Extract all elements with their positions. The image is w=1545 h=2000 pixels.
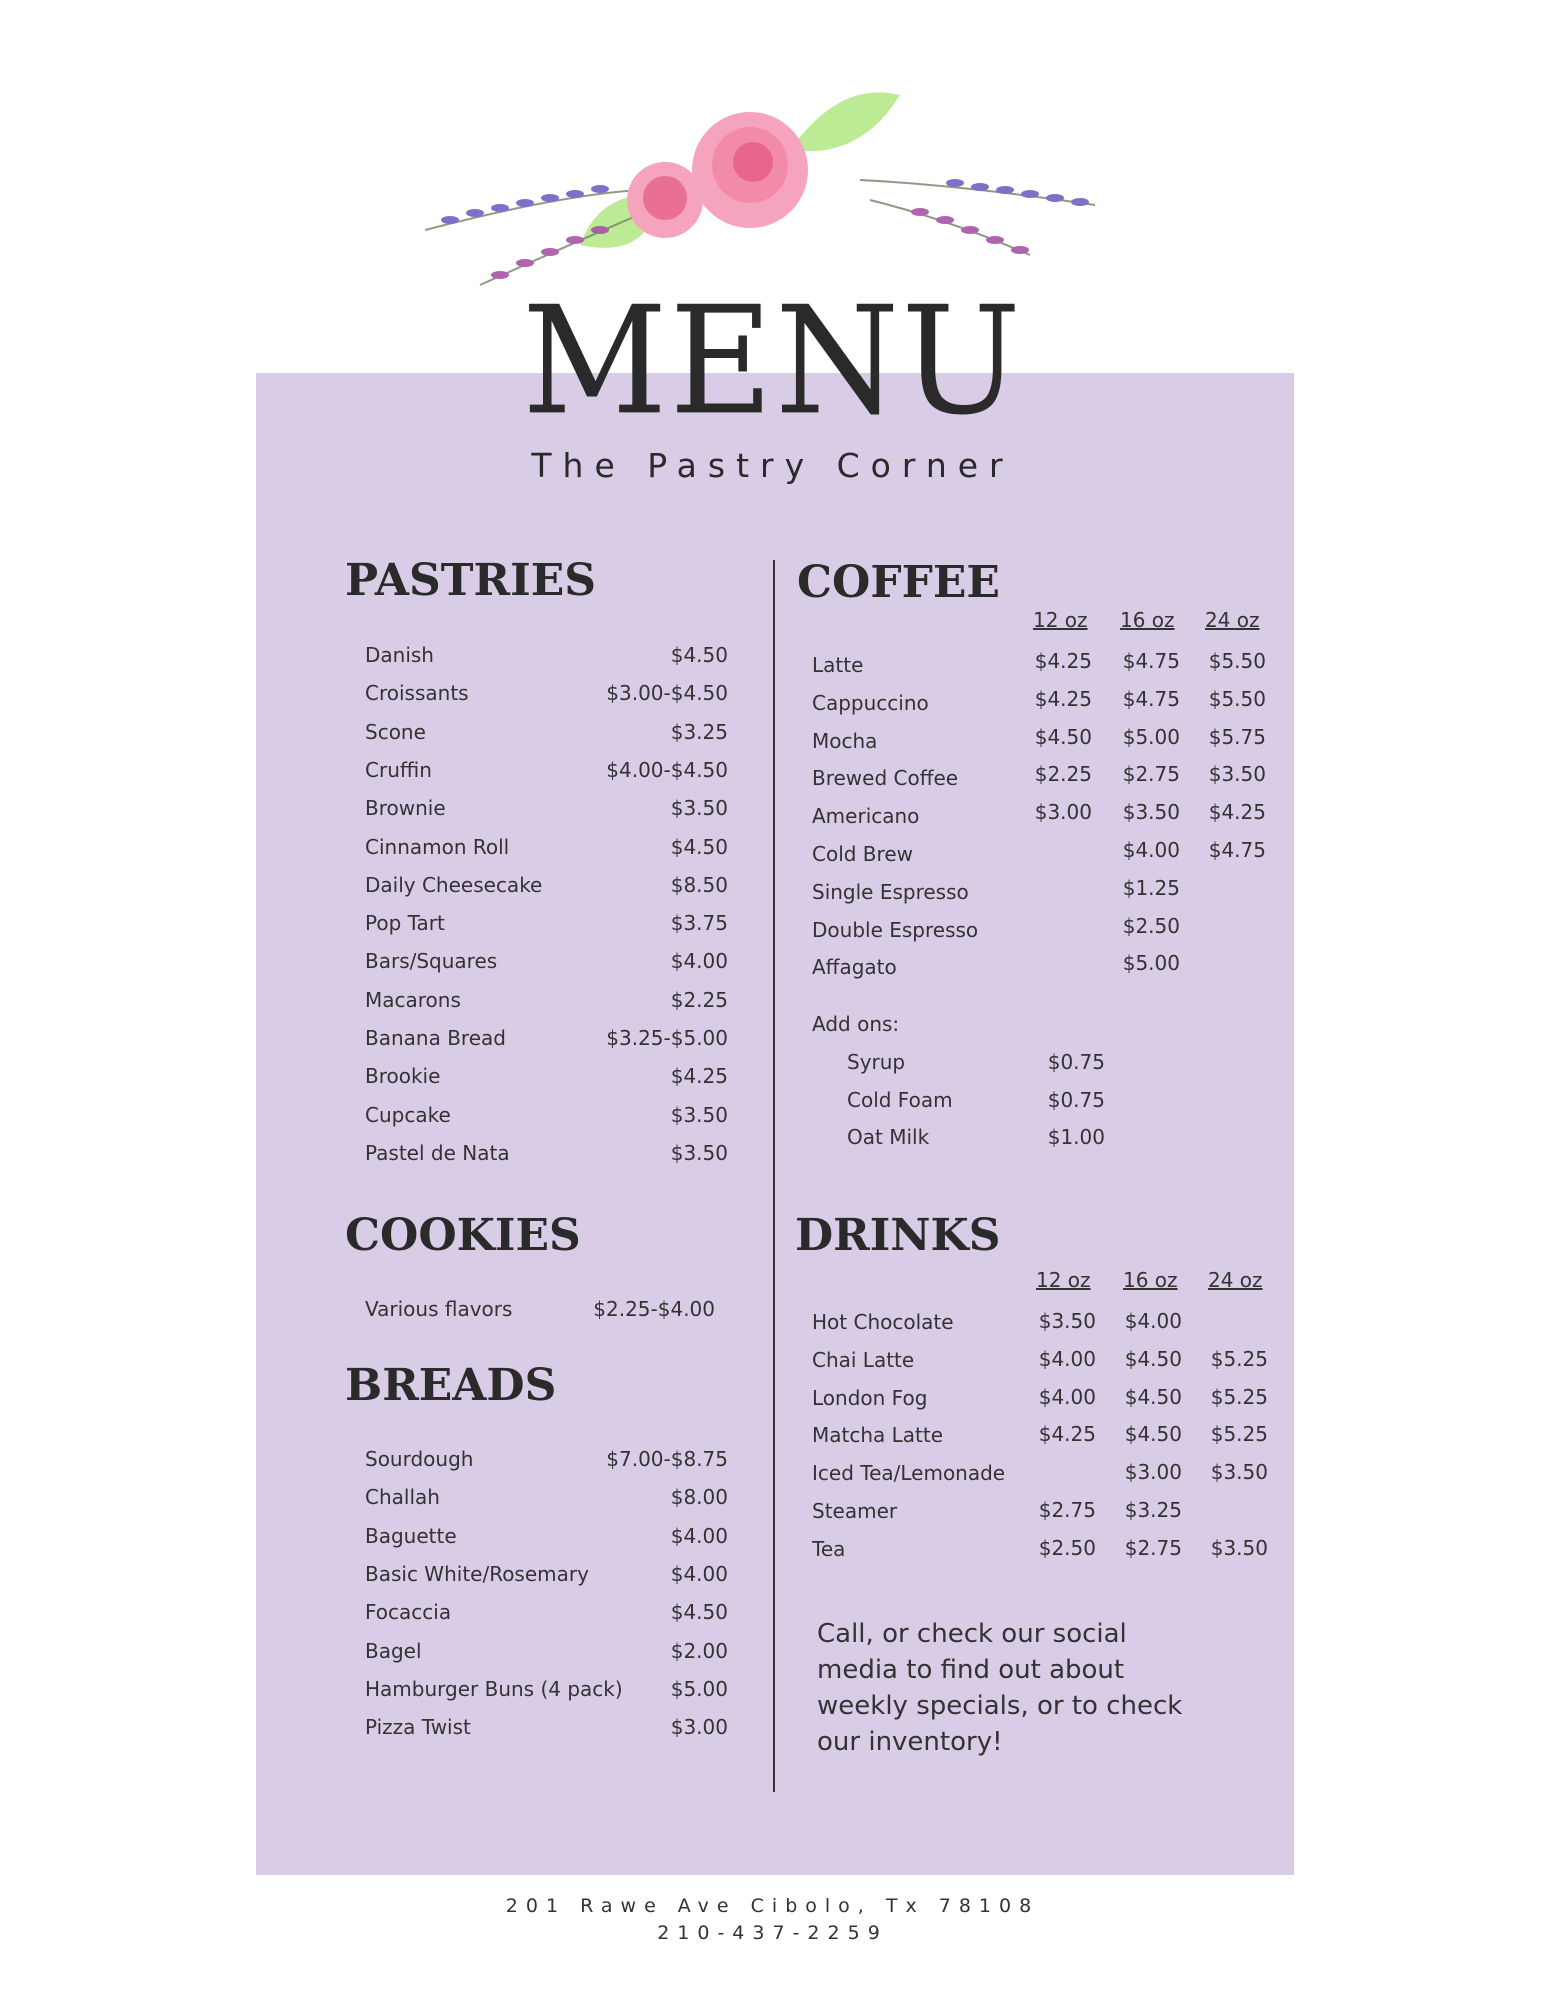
list-item-price: $3.00: [1124, 1460, 1182, 1485]
list-item-price: $1.25: [1122, 875, 1180, 900]
list-item-name: Matcha Latte: [812, 1423, 944, 1448]
list-item-price: $3.50: [1210, 1535, 1268, 1560]
list-item-name: Basic White/Rosemary: [365, 1561, 589, 1586]
list-item-price: $5.00: [670, 1676, 728, 1701]
list-item-price: $0.75: [1047, 1087, 1105, 1112]
list-item-price: $3.25: [1124, 1498, 1182, 1522]
list-item-price: $4.75: [1122, 649, 1180, 673]
list-item-price: $2.00: [670, 1638, 728, 1663]
list-item-price: $3.25: [670, 719, 728, 744]
list-item-name: Pop Tart: [365, 911, 445, 936]
list-item-price: $4.00: [670, 949, 728, 974]
list-item-price: $4.50: [670, 643, 728, 667]
list-item-name: Pastel de Nata: [365, 1140, 510, 1165]
section-title-breads: BREADS: [345, 1360, 557, 1411]
addons-label: Add ons:: [812, 1012, 900, 1036]
list-item-name: Double Espresso: [812, 917, 979, 942]
size-header: 12 oz: [1033, 608, 1088, 632]
list-item-name: Single Espresso: [812, 879, 969, 904]
list-item-price: $4.00: [1038, 1346, 1096, 1371]
lavender-right-icon: [860, 179, 1095, 255]
list-item-price: $4.00: [1122, 838, 1180, 862]
list-item-price: $5.25: [1210, 1422, 1268, 1447]
list-item-name: Brewed Coffee: [812, 766, 959, 791]
shop-name: The Pastry Corner: [531, 446, 1014, 485]
size-header: 16 oz: [1123, 1268, 1178, 1292]
list-item-price: $2.75: [1038, 1498, 1096, 1522]
section-title-cookies: COOKIES: [345, 1210, 581, 1261]
list-item-price: $5.00: [1122, 951, 1180, 976]
column-divider: [773, 560, 775, 1792]
list-item-price: $5.25: [1210, 1384, 1268, 1409]
list-item-price: $4.50: [1034, 724, 1092, 749]
list-item-price: $5.75: [1208, 724, 1266, 749]
list-item-price: $3.00: [1034, 800, 1092, 825]
list-item-name: Danish: [365, 643, 434, 667]
list-item-price: $3.50: [1038, 1309, 1096, 1333]
list-item-price: $4.25: [1034, 649, 1092, 673]
list-item-price: $4.00: [670, 1523, 728, 1548]
list-item-name: London Fog: [812, 1385, 928, 1410]
rose-icon: [627, 112, 808, 238]
list-item-price: $4.50: [1124, 1346, 1182, 1371]
list-item-name: Syrup: [847, 1050, 906, 1074]
list-item-price: $8.00: [670, 1485, 728, 1510]
list-item-price: $4.75: [1122, 686, 1180, 711]
list-item-price: $4.00: [1038, 1384, 1096, 1409]
list-item-price: $4.00: [670, 1561, 728, 1586]
list-item-price: $3.75: [670, 911, 728, 936]
list-item-name: Chai Latte: [812, 1347, 915, 1372]
list-item-name: Cappuccino: [812, 690, 929, 715]
list-item-price: $5.00: [1122, 724, 1180, 749]
list-item-price: $2.75: [1124, 1535, 1182, 1560]
menu-title: MENU: [522, 274, 1023, 449]
list-item-price: $8.50: [670, 872, 728, 897]
list-item-name: Sourdough: [365, 1447, 474, 1471]
size-header: 12 oz: [1036, 1268, 1091, 1292]
list-item-name: Cupcake: [365, 1102, 451, 1127]
list-item-price: $4.50: [670, 1600, 728, 1625]
list-item-name: Affagato: [812, 955, 897, 980]
list-item-price: $4.00-$4.50: [606, 757, 728, 782]
list-item-price: $4.00: [1124, 1309, 1182, 1333]
list-item-price: $4.25: [670, 1064, 728, 1089]
list-item-price: $4.50: [670, 834, 728, 859]
list-item-price: $2.25: [670, 987, 728, 1012]
list-item-name: Bagel: [365, 1638, 422, 1663]
list-item-price: $2.25-$4.00: [593, 1297, 715, 1321]
list-item-name: Baguette: [365, 1523, 457, 1548]
size-header: 16 oz: [1120, 608, 1175, 632]
list-item-price: $2.50: [1122, 913, 1180, 938]
list-item-price: $5.50: [1208, 649, 1266, 673]
footer-address: 201 Rawe Ave Cibolo, Tx 78108: [505, 1895, 1040, 1917]
specials-note: Call, or check our social media to find out about weekly specials, or to check our inventory!: [817, 1619, 1183, 1757]
list-item-name: Brownie: [365, 796, 446, 821]
list-item-price: $4.25: [1038, 1422, 1096, 1447]
list-item-price: $5.50: [1208, 686, 1266, 711]
list-item-name: Iced Tea/Lemonade: [812, 1461, 1006, 1486]
section-title-drinks: DRINKS: [795, 1210, 1001, 1261]
size-header: 24 oz: [1205, 608, 1260, 632]
list-item-name: Steamer: [812, 1499, 898, 1523]
list-item-price: $3.25-$5.00: [606, 1026, 728, 1050]
list-item-name: Hamburger Buns (4 pack): [365, 1676, 623, 1701]
list-item-price: $0.75: [1047, 1050, 1105, 1074]
list-item-price: $4.25: [1034, 686, 1092, 711]
list-item-price: $2.25: [1034, 762, 1092, 787]
list-item-price: $3.50: [670, 1140, 728, 1165]
list-item-price: $2.75: [1122, 762, 1180, 787]
list-item-price: $5.25: [1210, 1346, 1268, 1371]
list-item-name: Tea: [812, 1536, 846, 1561]
list-item-price: $3.50: [670, 796, 728, 821]
list-item-name: Croissants: [365, 681, 469, 706]
list-item-price: $3.50: [670, 1102, 728, 1127]
list-item-name: Bars/Squares: [365, 949, 498, 974]
list-item-price: $7.00-$8.75: [606, 1447, 728, 1471]
list-item-name: Focaccia: [365, 1600, 452, 1625]
list-item-price: $4.75: [1208, 838, 1266, 862]
list-item-price: $4.50: [1124, 1384, 1182, 1409]
list-item-name: Americano: [812, 804, 920, 829]
list-item-name: Cruffin: [365, 757, 432, 782]
list-item-name: Cold Foam: [847, 1087, 953, 1112]
list-item-name: Mocha: [812, 728, 878, 753]
list-item-price: $4.25: [1208, 800, 1266, 825]
list-item-name: Latte: [812, 653, 864, 677]
size-header: 24 oz: [1208, 1268, 1263, 1292]
section-title-coffee: COFFEE: [797, 557, 1000, 608]
list-item-price: $3.00: [670, 1715, 728, 1740]
list-item-name: Oat Milk: [847, 1125, 930, 1149]
list-item-name: Challah: [365, 1485, 440, 1510]
list-item-price: $4.50: [1124, 1422, 1182, 1447]
list-item-name: Scone: [365, 719, 426, 744]
list-item-name: Macarons: [365, 987, 461, 1012]
floral-decoration: [420, 70, 1120, 300]
list-item-name: Cinnamon Roll: [365, 834, 510, 859]
list-item-price: $3.50: [1122, 800, 1180, 825]
list-item-name: Pizza Twist: [365, 1715, 471, 1740]
list-item-name: Cold Brew: [812, 842, 913, 866]
list-item-name: Daily Cheesecake: [365, 872, 543, 897]
list-item-name: Banana Bread: [365, 1026, 506, 1050]
section-title-pastries: PASTRIES: [345, 555, 597, 606]
list-item-price: $2.50: [1038, 1535, 1096, 1560]
list-item-name: Brookie: [365, 1064, 441, 1089]
list-item-name: Hot Chocolate: [812, 1310, 954, 1334]
list-item-price: $3.00-$4.50: [606, 681, 728, 706]
list-item-price: $1.00: [1047, 1125, 1105, 1149]
list-item-price: $3.50: [1208, 762, 1266, 787]
footer-phone: 210-437-2259: [657, 1922, 888, 1944]
list-item-name: Various flavors: [365, 1297, 513, 1321]
list-item-price: $3.50: [1210, 1460, 1268, 1485]
